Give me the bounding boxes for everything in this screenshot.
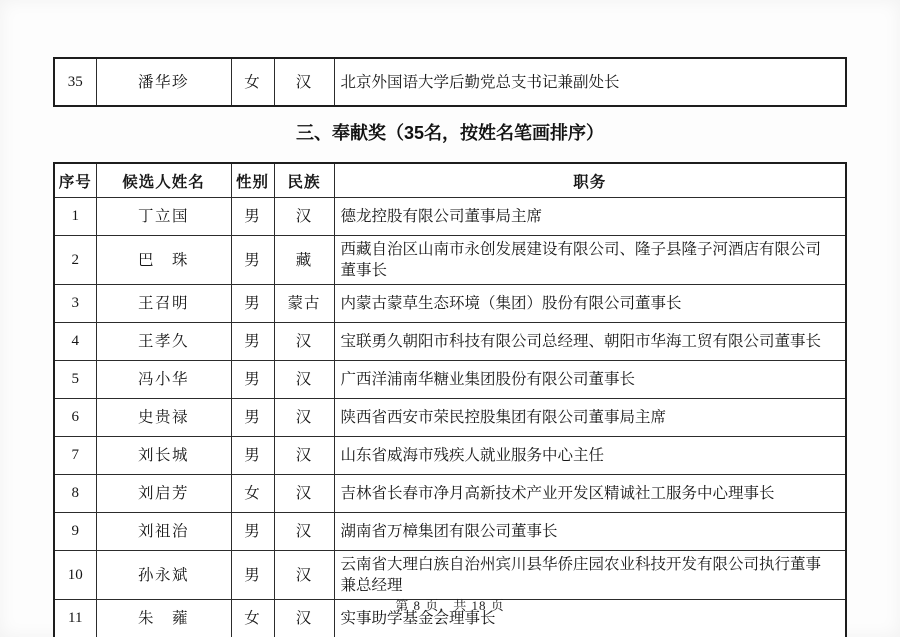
cell-gender: 男: [231, 285, 274, 323]
cell-gender: 男: [231, 236, 274, 285]
cell-position: 实事助学基金会理事长: [334, 600, 846, 637]
cell-position: 西藏自治区山南市永创发展建设有限公司、隆子县隆子河酒店有限公司董事长: [334, 236, 846, 285]
header-gender: 性别: [231, 163, 274, 198]
cell-position: 德龙控股有限公司董事局主席: [334, 198, 846, 236]
cell-no: 35: [54, 58, 96, 106]
cell-gender: 女: [231, 600, 274, 637]
header-ethnicity: 民族: [274, 163, 334, 198]
cell-name: 王召明: [96, 285, 231, 323]
cell-position: 山东省威海市残疾人就业服务中心主任: [334, 437, 846, 475]
cell-no: 5: [54, 361, 96, 399]
cell-gender: 男: [231, 551, 274, 600]
cell-gender: 男: [231, 399, 274, 437]
cell-gender: 女: [231, 58, 274, 106]
cell-no: 11: [54, 600, 96, 637]
cell-no: 9: [54, 513, 96, 551]
cell-name: 刘祖治: [96, 513, 231, 551]
cell-no: 4: [54, 323, 96, 361]
table-row: [54, 551, 846, 600]
cell-ethnicity: 汉: [274, 58, 334, 106]
cell-position: 宝联勇久朝阳市科技有限公司总经理、朝阳市华海工贸有限公司董事长: [334, 323, 846, 361]
cell-ethnicity: 汉: [274, 475, 334, 513]
cell-name: 冯小华: [96, 361, 231, 399]
cell-ethnicity: 汉: [274, 551, 334, 600]
cell-position: 广西洋浦南华糖业集团股份有限公司董事长: [334, 361, 846, 399]
cell-gender: 女: [231, 475, 274, 513]
header-no: 序号: [54, 163, 96, 198]
cell-name: 史贵禄: [96, 399, 231, 437]
cell-gender: 男: [231, 437, 274, 475]
cell-name: 刘启芳: [96, 475, 231, 513]
header-position: 职务: [334, 163, 846, 198]
cell-position: 陕西省西安市荣民控股集团有限公司董事局主席: [334, 399, 846, 437]
cell-ethnicity: 汉: [274, 437, 334, 475]
cell-gender: 男: [231, 361, 274, 399]
table-row: [54, 361, 846, 399]
page-number: 第 8 页，共 18 页: [395, 598, 505, 613]
dedication-award-table: [53, 162, 847, 637]
cell-gender: 男: [231, 513, 274, 551]
cell-position: 湖南省万樟集团有限公司董事长: [334, 513, 846, 551]
cell-name: 刘长城: [96, 437, 231, 475]
table-row: [54, 58, 846, 106]
cell-ethnicity: 汉: [274, 198, 334, 236]
cell-no: 3: [54, 285, 96, 323]
table-row: [54, 437, 846, 475]
cell-name: 潘华珍: [96, 58, 231, 106]
cell-ethnicity: 藏: [274, 236, 334, 285]
cell-ethnicity: 汉: [274, 600, 334, 637]
cell-no: 1: [54, 198, 96, 236]
table-row: [54, 236, 846, 285]
cell-no: 7: [54, 437, 96, 475]
table-row: [54, 285, 846, 323]
cell-no: 2: [54, 236, 96, 285]
table-row: [54, 323, 846, 361]
cell-position: 吉林省长春市净月高新技术产业开发区精诚社工服务中心理事长: [334, 475, 846, 513]
previous-award-table: [53, 57, 847, 107]
cell-ethnicity: 蒙古: [274, 285, 334, 323]
section-title: 三、奉献奖（35名，按姓名笔画排序）: [295, 123, 605, 143]
cell-ethnicity: 汉: [274, 323, 334, 361]
table-row: [54, 475, 846, 513]
cell-position: 内蒙古蒙草生态环境（集团）股份有限公司董事长: [334, 285, 846, 323]
table-row: [54, 513, 846, 551]
cell-no: 8: [54, 475, 96, 513]
cell-position: 云南省大理白族自治州宾川县华侨庄园农业科技开发有限公司执行董事兼总经理: [334, 551, 846, 600]
cell-name: 孙永斌: [96, 551, 231, 600]
table-row: [54, 399, 846, 437]
cell-name: 朱 蕹: [96, 600, 231, 637]
cell-ethnicity: 汉: [274, 361, 334, 399]
cell-gender: 男: [231, 323, 274, 361]
cell-gender: 男: [231, 198, 274, 236]
cell-ethnicity: 汉: [274, 399, 334, 437]
cell-name: 王孝久: [96, 323, 231, 361]
cell-name: 丁立国: [96, 198, 231, 236]
table-header-row: [54, 163, 846, 198]
cell-ethnicity: 汉: [274, 513, 334, 551]
table-row: [54, 198, 846, 236]
header-name: 候选人姓名: [96, 163, 231, 198]
cell-no: 10: [54, 551, 96, 600]
cell-name: 巴 珠: [96, 236, 231, 285]
cell-position: 北京外国语大学后勤党总支书记兼副处长: [334, 58, 846, 106]
cell-no: 6: [54, 399, 96, 437]
